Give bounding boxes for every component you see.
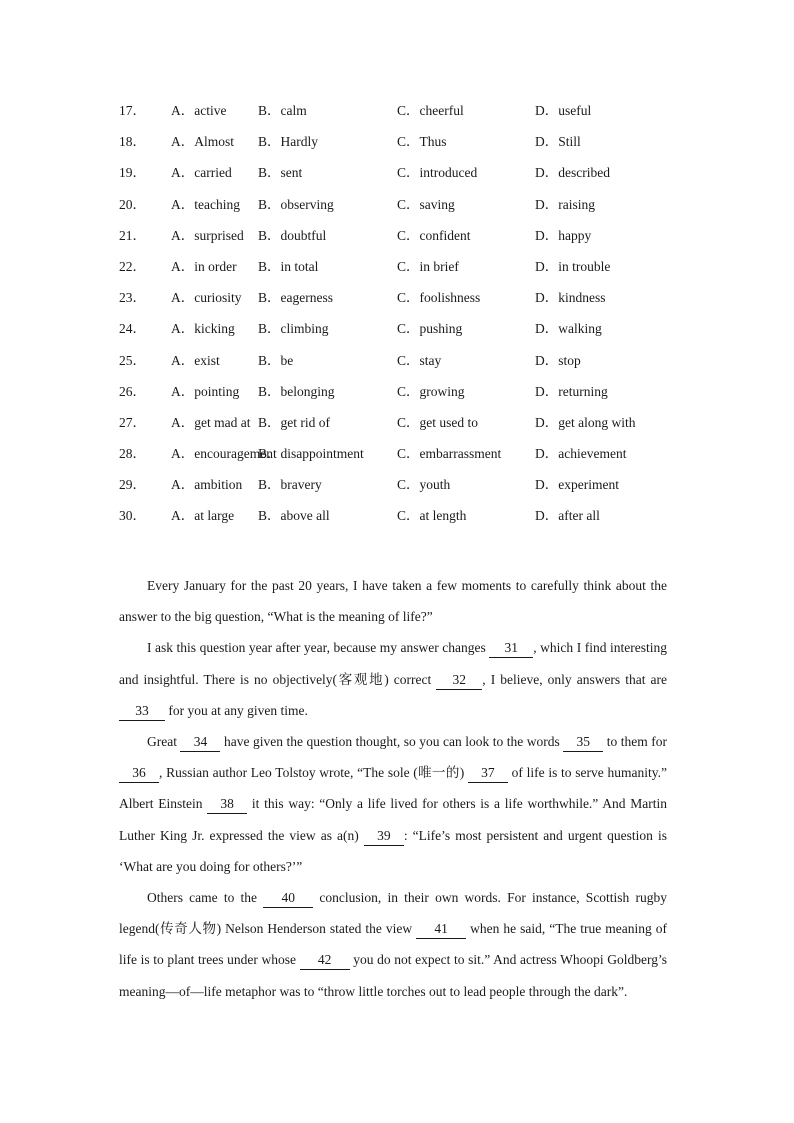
option-c: C．confident: [397, 227, 471, 243]
option-a: A．carried: [171, 165, 232, 181]
option-d: D．happy: [535, 227, 592, 243]
blank-33: 33: [119, 702, 165, 721]
question-row-30: [119, 506, 699, 537]
option-a: A．kicking: [171, 321, 235, 337]
option-c: C．Thus: [397, 134, 447, 150]
question-number: 29．: [119, 477, 146, 493]
option-d: D．raising: [535, 196, 595, 212]
option-b: B．be: [258, 352, 294, 368]
option-c: C．get used to: [397, 414, 478, 430]
paragraph-2: [119, 632, 667, 726]
question-number: 30．: [119, 508, 146, 524]
option-d: D．useful: [535, 103, 592, 118]
option-b: B．belonging: [258, 383, 335, 399]
blank-36: 36: [119, 764, 159, 783]
option-b: B．Hardly: [258, 134, 318, 150]
blank-31: 31: [489, 639, 533, 658]
option-b: B．bravery: [258, 477, 322, 493]
option-b: B．disappointment: [258, 446, 364, 462]
paragraph-1: [119, 570, 667, 632]
option-c: C．stay: [397, 352, 442, 368]
option-d: D．after all: [535, 508, 600, 524]
question-row-21: [119, 226, 699, 257]
paragraph-text: Every January for the past 20 years, I have taken a few moments to carefully think about the answer to the big question, “What is the meaning of life?”: [119, 578, 667, 625]
question-row-23: [119, 288, 699, 319]
option-b: B．calm: [258, 103, 307, 118]
question-number: 18．: [119, 134, 146, 150]
question-number: 19．: [119, 165, 146, 181]
cloze-passage: [119, 570, 667, 1007]
paragraph-text: when he said, “The true meaning of life is to plant trees under whose: [119, 921, 667, 968]
question-number: 28．: [119, 446, 146, 462]
option-d: D．returning: [535, 383, 608, 399]
option-c: C．growing: [397, 383, 465, 399]
paragraph-3: [119, 726, 667, 882]
option-a: A．at large: [171, 508, 235, 524]
paragraph-text: you do not expect to sit.” And actress Whoopi Goldberg’s meaning—of—life metaphor was to “throw little torches out to lead people through the dark”.: [119, 952, 667, 999]
question-number: 22．: [119, 258, 146, 274]
question-number: 23．: [119, 290, 146, 306]
option-a: A．encouragement: [171, 446, 277, 462]
option-d: D．kindness: [535, 290, 606, 306]
option-c: C．cheerful: [397, 103, 464, 118]
paragraph-text: of life is to serve humanity.” Albert Einstein: [119, 765, 667, 812]
option-b: B．doubtful: [258, 227, 327, 243]
option-b: B．sent: [258, 165, 303, 181]
option-d: D．described: [535, 165, 610, 181]
option-a: A．ambition: [171, 477, 243, 493]
option-b: B．climbing: [258, 321, 329, 337]
question-number: 26．: [119, 383, 146, 399]
paragraph-text: I ask this question year after year, because my answer changes: [147, 640, 490, 656]
paragraph-text: Great: [147, 734, 181, 750]
question-number: 20．: [119, 196, 146, 212]
option-a: A．get mad at: [171, 414, 251, 430]
question-number: 25．: [119, 352, 146, 368]
option-a: A．Almost: [171, 134, 235, 150]
blank-35: 35: [563, 733, 603, 752]
option-a: A．in order: [171, 258, 237, 274]
option-c: C．foolishness: [397, 290, 481, 306]
option-d: D．stop: [535, 352, 581, 368]
paragraph-4: [119, 882, 667, 1007]
question-row-19: [119, 163, 699, 194]
answer-options-list: [119, 101, 699, 538]
paragraph-text: have given the question thought, so you can look to the words: [220, 734, 564, 750]
option-c: C．youth: [397, 477, 451, 493]
option-d: D．achievement: [535, 446, 627, 462]
paragraph-text: to them for: [603, 734, 667, 750]
question-number: 27．: [119, 414, 146, 430]
option-c: C．introduced: [397, 165, 478, 181]
question-row-24: [119, 319, 699, 350]
option-a: A．active: [171, 103, 227, 118]
option-d: D．in trouble: [535, 258, 611, 274]
question-row-29: [119, 475, 699, 506]
option-c: C．pushing: [397, 321, 463, 337]
question-row-17: [119, 101, 699, 132]
paragraph-text: : “Life’s most persistent and urgent question is ‘What are you doing for others?’”: [119, 827, 667, 874]
option-d: D．get along with: [535, 414, 636, 430]
paragraph-text: , Russian author Leo Tolstoy wrote, “The sole (唯一的): [159, 765, 468, 781]
blank-37: 37: [468, 764, 508, 783]
question-row-25: [119, 351, 699, 382]
question-row-22: [119, 257, 699, 288]
option-c: C．at length: [397, 508, 467, 524]
option-b: B．eagerness: [258, 290, 333, 306]
option-a: A．curiosity: [171, 290, 242, 306]
blank-40: 40: [263, 889, 313, 908]
option-c: C．saving: [397, 196, 455, 212]
paragraph-text: , which I find interesting and insightful. There is no objectively(客观地) correct: [119, 640, 667, 687]
question-row-28: [119, 444, 699, 475]
option-b: B．above all: [258, 508, 330, 524]
paragraph-text: it this way: “Only a life lived for others is a life worthwhile.” And Martin Luther King Jr. expressed the view as a(n): [119, 796, 667, 843]
option-b: B．get rid of: [258, 414, 330, 430]
question-number: 24．: [119, 321, 146, 337]
option-c: C．embarrassment: [397, 446, 502, 462]
paragraph-text: for you at any given time.: [165, 702, 308, 718]
option-d: D．Still: [535, 134, 581, 150]
blank-34: 34: [180, 733, 220, 752]
paragraph-text: Others came to the: [147, 890, 264, 906]
question-row-18: [119, 132, 699, 163]
question-number: 21．: [119, 227, 146, 243]
blank-32: 32: [436, 671, 482, 690]
blank-38: 38: [207, 795, 247, 814]
question-row-20: [119, 195, 699, 226]
blank-39: 39: [364, 827, 404, 846]
option-a: A．surprised: [171, 227, 244, 243]
paragraph-text: , I believe, only answers that are: [482, 671, 667, 687]
option-a: A．teaching: [171, 196, 240, 212]
option-c: C．in brief: [397, 258, 459, 274]
blank-42: 42: [300, 951, 350, 970]
option-b: B．observing: [258, 196, 334, 212]
paragraph-text: conclusion, in their own words. For instance, Scottish rugby legend(传奇人物) Nelson Henderson stated the view: [119, 890, 667, 937]
question-row-27: [119, 413, 699, 444]
blank-41: 41: [416, 920, 466, 939]
option-d: D．experiment: [535, 477, 619, 493]
option-d: D．walking: [535, 321, 602, 337]
option-a: A．exist: [171, 352, 220, 368]
option-a: A．pointing: [171, 383, 240, 399]
question-number: 17．: [119, 103, 146, 118]
option-b: B．in total: [258, 258, 319, 274]
question-row-26: [119, 382, 699, 413]
